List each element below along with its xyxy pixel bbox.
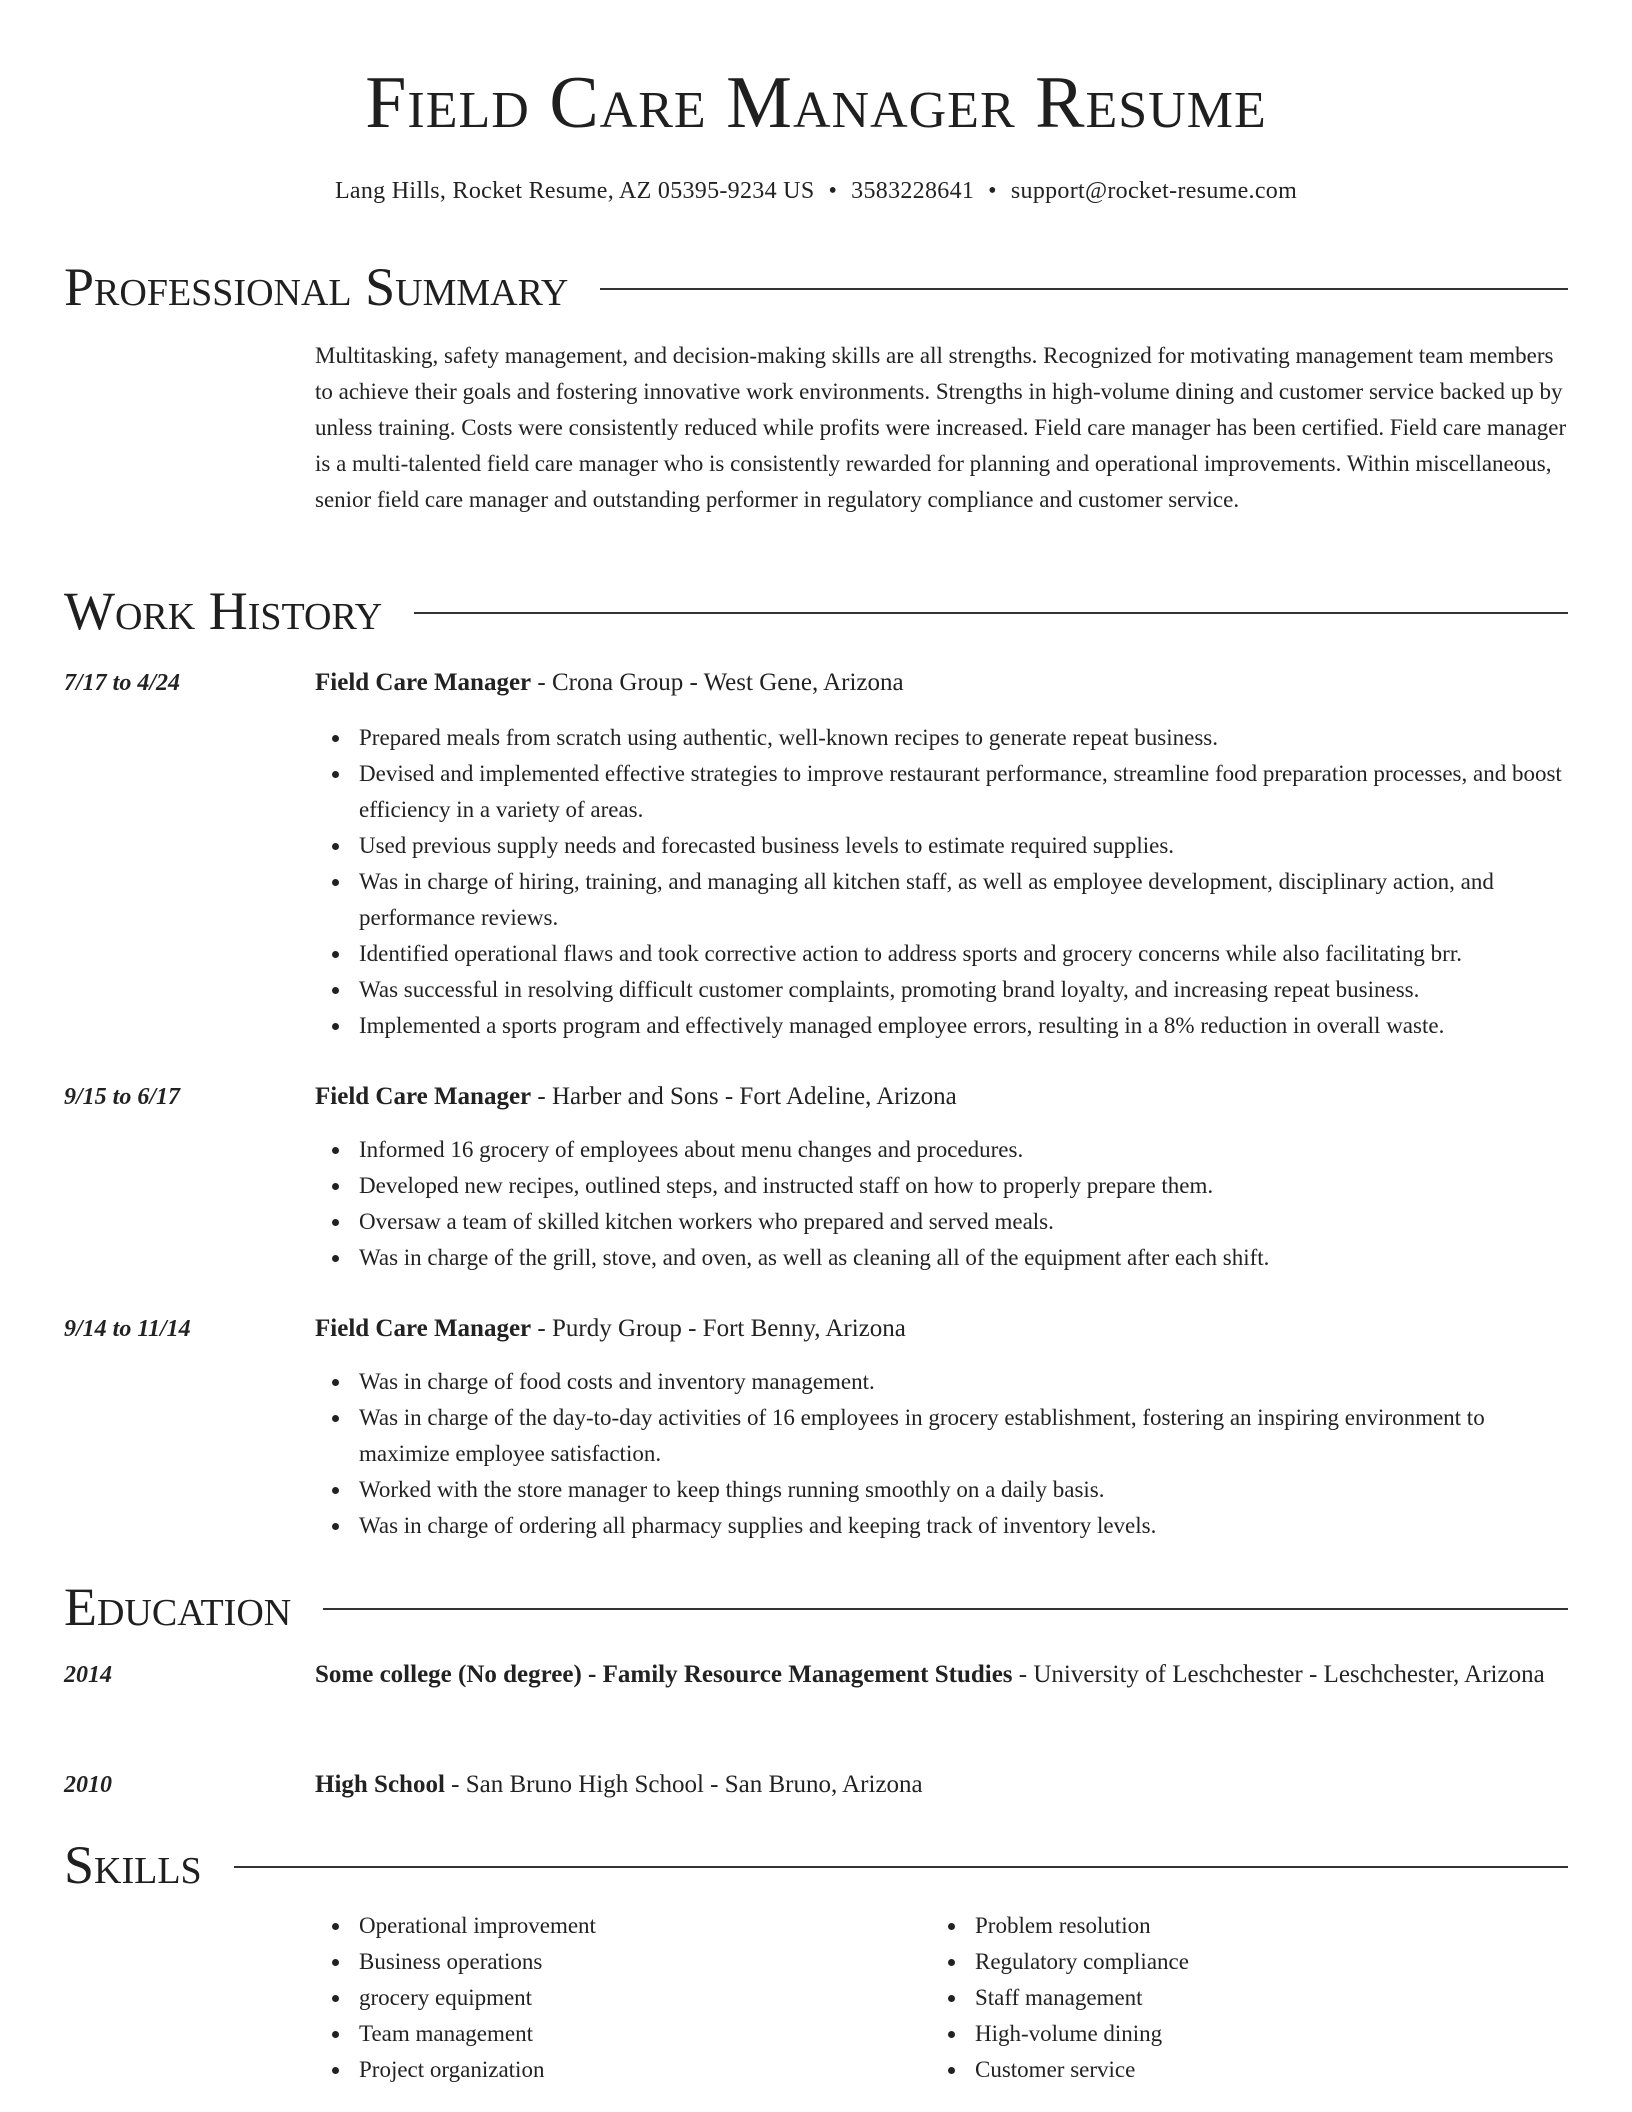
- summary-body: [315, 338, 1568, 518]
- education-degree: High School: [315, 1771, 445, 1798]
- education-school: - University of Leschchester - Leschchester, Arizona: [1012, 1661, 1545, 1688]
- summary-heading: Professional Summary: [64, 257, 569, 317]
- education-year: 2010: [64, 1772, 112, 1798]
- skill-item: Regulatory compliance: [975, 1944, 1575, 1980]
- contact-line: [64, 174, 1568, 208]
- job-title: Field Care Manager: [315, 1083, 532, 1110]
- contact-email: support@rocket-resume.com: [1010, 178, 1298, 204]
- work-heading: Work History: [64, 581, 383, 641]
- summary-text: Multitasking, safety management, and decision-making skills are all strengths. Recognized for motivating management team members to achieve their goals and fostering innovative work environments. Strengths in high-volume dining and customer service backed up by unless training. Costs were consistently reduced while profits were increased. Field care manager has been certified. Field care manager is a multi-talented field care manager who is consistently rewarded for planning and operational improvements. Within miscellaneous, senior field care manager and outstanding performer in regulatory compliance and customer service.: [315, 343, 1567, 512]
- section-divider: [600, 288, 1568, 290]
- education-entry: [315, 1656, 1568, 1694]
- job-bullets: [315, 720, 1568, 1044]
- job-bullet: Oversaw a team of skilled kitchen workers who prepared and served meals.: [359, 1204, 1568, 1240]
- work-section-heading: [64, 578, 1568, 644]
- job-bullet: Was in charge of the day-to-day activities of 16 employees in grocery establishment, fostering an inspiring environment to maximize employee satisfaction.: [359, 1400, 1568, 1472]
- education-school: - San Bruno High School - San Bruno, Arizona: [444, 1771, 923, 1798]
- job-bullet: Used previous supply needs and forecasted business levels to estimate required supplies.: [359, 828, 1568, 864]
- job-heading: [315, 1078, 1568, 1116]
- job-bullet: Informed 16 grocery of employees about menu changes and procedures.: [359, 1132, 1568, 1168]
- job-title: Field Care Manager: [315, 669, 532, 696]
- skills-heading: Skills: [64, 1835, 202, 1895]
- contact-separator: •: [828, 178, 838, 204]
- job-bullet: Identified operational flaws and took corrective action to address sports and grocery concerns while also facilitating brr.: [359, 936, 1568, 972]
- skill-item: Team management: [359, 2016, 959, 2052]
- skills-list-right: [931, 1908, 1575, 2088]
- skill-item: High-volume dining: [975, 2016, 1575, 2052]
- job-bullet: Implemented a sports program and effectively managed employee errors, resulting in a 8% reduction in overall waste.: [359, 1008, 1568, 1044]
- skills-list-left: [315, 1908, 959, 2088]
- education-degree: Some college (No degree) - Family Resource Management Studies: [315, 1661, 1013, 1688]
- contact-phone: 3583228641: [851, 178, 975, 204]
- contact-separator: •: [988, 178, 997, 204]
- education-year: 2014: [64, 1662, 112, 1688]
- skill-item: Customer service: [975, 2052, 1575, 2088]
- job-employer: - Crona Group - West Gene, Arizona: [531, 669, 904, 696]
- job-bullet: Devised and implemented effective strategies to improve restaurant performance, streamline food preparation processes, and boost efficiency in a variety of areas.: [359, 756, 1568, 828]
- summary-section-heading: [64, 254, 1568, 320]
- job-employer: - Harber and Sons - Fort Adeline, Arizona: [531, 1083, 957, 1110]
- job-heading: [315, 664, 1568, 702]
- skills-section-heading: [64, 1832, 1568, 1898]
- job-dates: 9/15 to 6/17: [64, 1084, 181, 1110]
- job-title: Field Care Manager: [315, 1315, 532, 1342]
- job-bullet: Was in charge of the grill, stove, and oven, as well as cleaning all of the equipment after each shift.: [359, 1240, 1568, 1276]
- job-bullet: Was in charge of food costs and inventory management.: [359, 1364, 1568, 1400]
- education-entry: [315, 1766, 1568, 1804]
- skill-item: Staff management: [975, 1980, 1575, 2016]
- section-divider: [234, 1866, 1568, 1868]
- job-dates: 7/17 to 4/24: [64, 670, 181, 696]
- skill-item: Operational improvement: [359, 1908, 959, 1944]
- job-employer: - Purdy Group - Fort Benny, Arizona: [531, 1315, 906, 1342]
- job-bullets: [315, 1132, 1568, 1276]
- job-bullets: [315, 1364, 1568, 1544]
- resume-title: Field Care Manager Resume: [365, 62, 1267, 144]
- education-heading: Education: [64, 1577, 292, 1637]
- skill-item: grocery equipment: [359, 1980, 959, 2016]
- job-bullet: Worked with the store manager to keep things running smoothly on a daily basis.: [359, 1472, 1568, 1508]
- section-divider: [323, 1608, 1568, 1610]
- skill-item: Problem resolution: [975, 1908, 1575, 1944]
- job-heading: [315, 1310, 1568, 1348]
- job-bullet: Was in charge of hiring, training, and managing all kitchen staff, as well as employee development, disciplinary action, and performance reviews.: [359, 864, 1568, 936]
- job-bullet: Was in charge of ordering all pharmacy supplies and keeping track of inventory levels.: [359, 1508, 1568, 1544]
- job-dates: 9/14 to 11/14: [64, 1316, 191, 1342]
- section-divider: [414, 612, 1568, 614]
- job-bullet: Prepared meals from scratch using authentic, well-known recipes to generate repeat business.: [359, 720, 1568, 756]
- contact-address: Lang Hills, Rocket Resume, AZ 05395-9234 US: [334, 178, 815, 204]
- education-section-heading: [64, 1574, 1568, 1640]
- skill-item: Project organization: [359, 2052, 959, 2088]
- skill-item: Business operations: [359, 1944, 959, 1980]
- job-bullet: Developed new recipes, outlined steps, and instructed staff on how to properly prepare them.: [359, 1168, 1568, 1204]
- job-bullet: Was successful in resolving difficult customer complaints, promoting brand loyalty, and increasing repeat business.: [359, 972, 1568, 1008]
